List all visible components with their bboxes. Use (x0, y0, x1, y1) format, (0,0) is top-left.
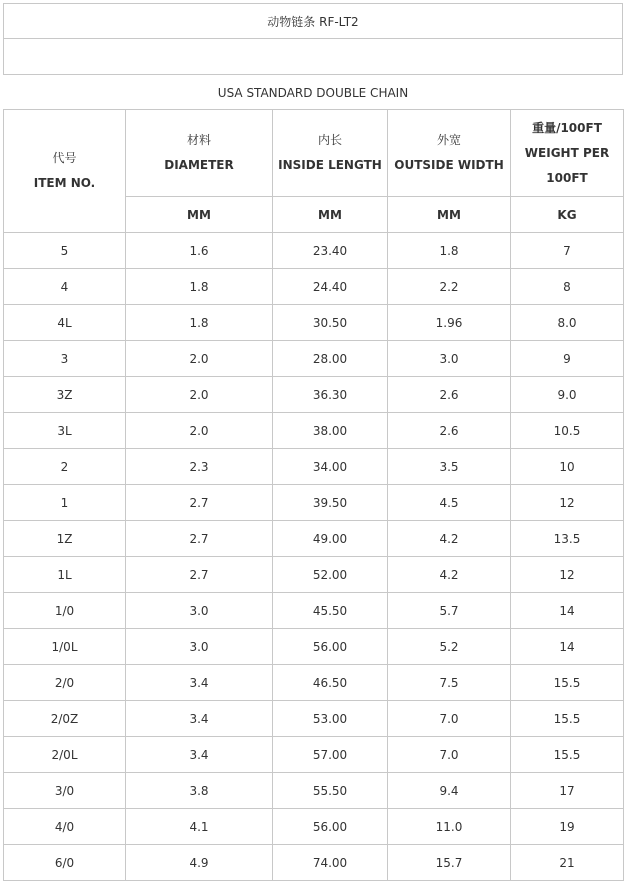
weight-cell: 15.5 (511, 665, 624, 701)
item-no-cell: 6/0 (4, 845, 126, 881)
item-no-cell: 3Z (4, 377, 126, 413)
header-weight-line3: 100FT (546, 170, 588, 185)
header-weight-line2: WEIGHT PER (524, 145, 610, 160)
unit-weight: KG (511, 197, 624, 233)
weight-cell: 12 (511, 485, 624, 521)
item-no-cell: 5 (4, 233, 126, 269)
diameter-cell: 4.1 (126, 809, 273, 845)
chain-spec-table (3, 109, 624, 881)
outside-width-cell: 11.0 (388, 809, 511, 845)
inside-length-cell: 28.00 (273, 341, 388, 377)
header-weight (511, 110, 624, 197)
table-row (4, 521, 624, 557)
outside-width-cell: 7.5 (388, 665, 511, 701)
item-no-cell: 3L (4, 413, 126, 449)
inside-length-cell: 49.00 (273, 521, 388, 557)
item-no-cell: 3/0 (4, 773, 126, 809)
outside-width-cell: 3.0 (388, 341, 511, 377)
table-row (4, 665, 624, 701)
header-inside-length-en: INSIDE LENGTH (278, 158, 382, 172)
diameter-cell: 3.4 (126, 737, 273, 773)
outside-width-cell: 5.2 (388, 629, 511, 665)
table-row (4, 629, 624, 665)
weight-cell: 15.5 (511, 701, 624, 737)
table-subtitle: USA STANDARD DOUBLE CHAIN (217, 86, 409, 100)
outside-width-cell: 2.2 (388, 269, 511, 305)
weight-cell: 15.5 (511, 737, 624, 773)
inside-length-cell: 24.40 (273, 269, 388, 305)
outside-width-cell: 4.2 (388, 557, 511, 593)
inside-length-cell: 36.30 (273, 377, 388, 413)
inside-length-cell: 74.00 (273, 845, 388, 881)
diameter-cell: 3.8 (126, 773, 273, 809)
inside-length-cell: 56.00 (273, 809, 388, 845)
weight-cell: 10.5 (511, 413, 624, 449)
item-no-cell: 2 (4, 449, 126, 485)
diameter-cell: 2.7 (126, 557, 273, 593)
header-outside-width-en: OUTSIDE WIDTH (394, 158, 504, 172)
unit-outside-width: MM (388, 197, 511, 233)
table-row (4, 341, 624, 377)
outside-width-cell: 1.8 (388, 233, 511, 269)
weight-cell: 21 (511, 845, 624, 881)
table-row (4, 377, 624, 413)
table-row (4, 737, 624, 773)
diameter-cell: 1.8 (126, 269, 273, 305)
table-row (4, 485, 624, 521)
header-item-en: ITEM NO. (33, 176, 96, 190)
item-no-cell: 2/0L (4, 737, 126, 773)
header-diameter (126, 110, 273, 197)
table-row (4, 269, 624, 305)
header-item-cn: 代号 (52, 151, 77, 165)
weight-cell: 14 (511, 629, 624, 665)
table-row (4, 413, 624, 449)
diameter-cell: 3.4 (126, 665, 273, 701)
table-row (4, 701, 624, 737)
header-weight-line1: 重量/100FT (532, 120, 602, 135)
item-no-cell: 2/0 (4, 665, 126, 701)
outside-width-cell: 15.7 (388, 845, 511, 881)
unit-diameter: MM (126, 197, 273, 233)
header-diameter-en: DIAMETER (164, 158, 234, 172)
table-row (4, 449, 624, 485)
item-no-cell: 4/0 (4, 809, 126, 845)
weight-cell: 19 (511, 809, 624, 845)
title-box (3, 3, 623, 39)
diameter-cell: 3.0 (126, 629, 273, 665)
outside-width-cell: 1.96 (388, 305, 511, 341)
outside-width-cell: 7.0 (388, 737, 511, 773)
diameter-cell: 2.0 (126, 413, 273, 449)
inside-length-cell: 34.00 (273, 449, 388, 485)
diameter-cell: 2.0 (126, 377, 273, 413)
table-row (4, 845, 624, 881)
unit-inside-length: MM (273, 197, 388, 233)
item-no-cell: 1 (4, 485, 126, 521)
table-row (4, 593, 624, 629)
inside-length-cell: 39.50 (273, 485, 388, 521)
inside-length-cell: 30.50 (273, 305, 388, 341)
weight-cell: 9.0 (511, 377, 624, 413)
diameter-cell: 2.7 (126, 521, 273, 557)
inside-length-cell: 56.00 (273, 629, 388, 665)
item-no-cell: 4L (4, 305, 126, 341)
blank-row (3, 39, 623, 75)
outside-width-cell: 9.4 (388, 773, 511, 809)
diameter-cell: 3.4 (126, 701, 273, 737)
item-no-cell: 1/0L (4, 629, 126, 665)
header-row (4, 110, 624, 197)
weight-cell: 10 (511, 449, 624, 485)
inside-length-cell: 45.50 (273, 593, 388, 629)
header-outside-width-cn: 外宽 (436, 133, 461, 147)
table-body (4, 233, 624, 881)
header-inside-length-cn: 内长 (317, 133, 342, 147)
table-row (4, 809, 624, 845)
diameter-cell: 2.0 (126, 341, 273, 377)
outside-width-cell: 7.0 (388, 701, 511, 737)
header-outside-width (388, 110, 511, 197)
diameter-cell: 2.3 (126, 449, 273, 485)
weight-cell: 14 (511, 593, 624, 629)
outside-width-cell: 4.5 (388, 485, 511, 521)
table-row (4, 233, 624, 269)
weight-cell: 13.5 (511, 521, 624, 557)
diameter-cell: 1.8 (126, 305, 273, 341)
diameter-cell: 1.6 (126, 233, 273, 269)
outside-width-cell: 3.5 (388, 449, 511, 485)
item-no-cell: 1L (4, 557, 126, 593)
diameter-cell: 3.0 (126, 593, 273, 629)
diameter-cell: 2.7 (126, 485, 273, 521)
item-no-cell: 1/0 (4, 593, 126, 629)
outside-width-cell: 2.6 (388, 377, 511, 413)
weight-cell: 8.0 (511, 305, 624, 341)
product-title: 动物链条 RF-LT2 (267, 14, 359, 29)
inside-length-cell: 53.00 (273, 701, 388, 737)
inside-length-cell: 46.50 (273, 665, 388, 701)
outside-width-cell: 2.6 (388, 413, 511, 449)
table-row (4, 557, 624, 593)
item-no-cell: 3 (4, 341, 126, 377)
weight-cell: 9 (511, 341, 624, 377)
item-no-cell: 4 (4, 269, 126, 305)
table-row (4, 773, 624, 809)
weight-cell: 12 (511, 557, 624, 593)
header-item-no (4, 110, 126, 233)
diameter-cell: 4.9 (126, 845, 273, 881)
item-no-cell: 2/0Z (4, 701, 126, 737)
header-diameter-cn: 材料 (186, 133, 211, 147)
table-row (4, 305, 624, 341)
inside-length-cell: 23.40 (273, 233, 388, 269)
inside-length-cell: 57.00 (273, 737, 388, 773)
weight-cell: 17 (511, 773, 624, 809)
outside-width-cell: 5.7 (388, 593, 511, 629)
inside-length-cell: 38.00 (273, 413, 388, 449)
weight-cell: 8 (511, 269, 624, 305)
header-inside-length (273, 110, 388, 197)
inside-length-cell: 52.00 (273, 557, 388, 593)
inside-length-cell: 55.50 (273, 773, 388, 809)
weight-cell: 7 (511, 233, 624, 269)
item-no-cell: 1Z (4, 521, 126, 557)
outside-width-cell: 4.2 (388, 521, 511, 557)
